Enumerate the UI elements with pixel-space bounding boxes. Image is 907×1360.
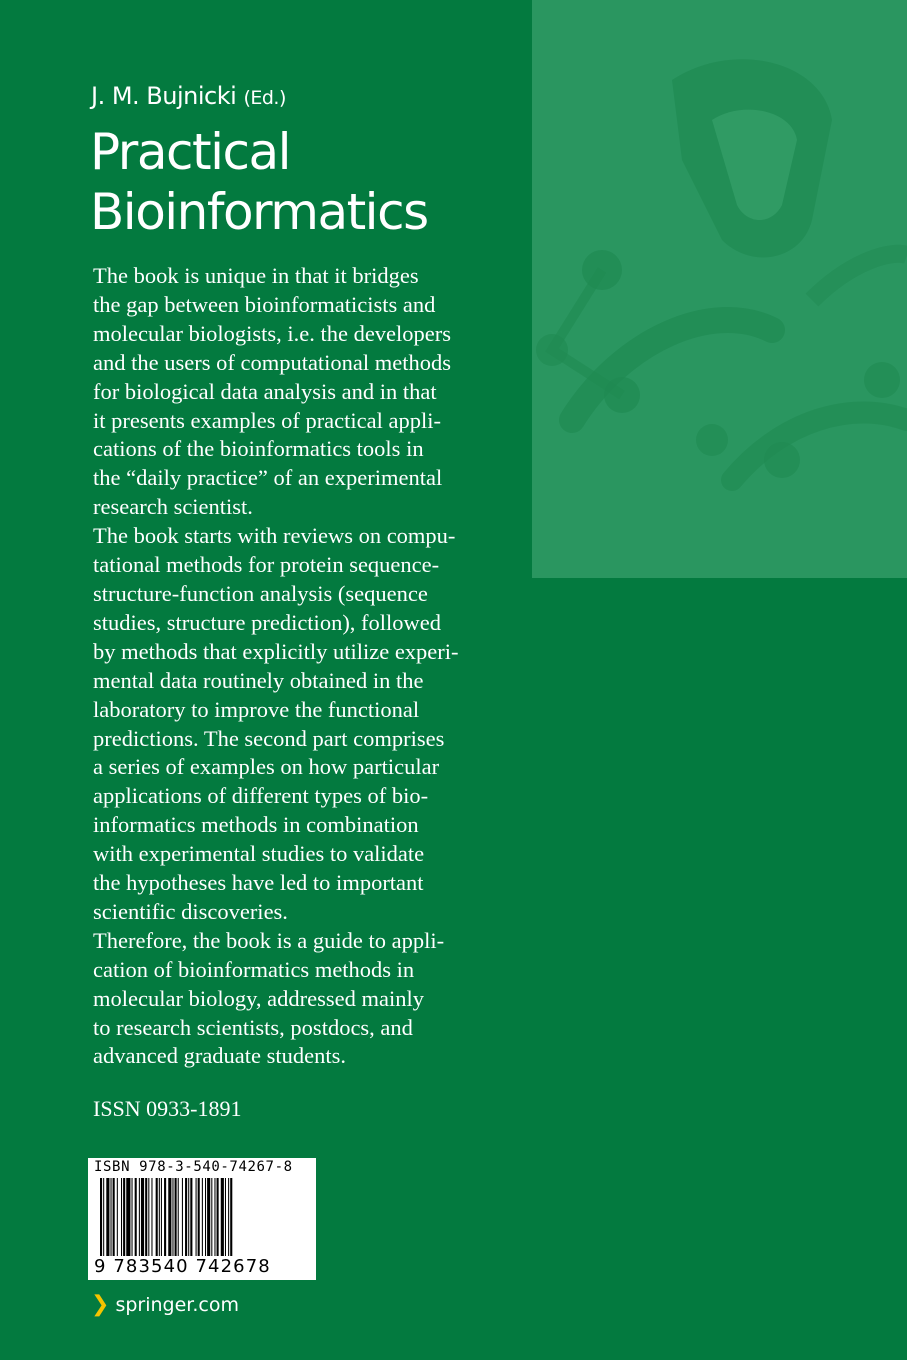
barcode-bars bbox=[100, 1178, 306, 1260]
barcode-bar bbox=[103, 1178, 104, 1256]
ean-digits: 9 783540 742678 bbox=[94, 1256, 271, 1277]
barcode-bar bbox=[113, 1178, 115, 1256]
title-line-2: Bioinformatics bbox=[90, 183, 428, 241]
barcode-bar bbox=[205, 1178, 206, 1256]
barcode-bar bbox=[175, 1178, 177, 1256]
barcode-bar bbox=[117, 1178, 118, 1256]
barcode-bar bbox=[172, 1178, 173, 1256]
barcode-bar bbox=[198, 1178, 200, 1256]
barcode-bar bbox=[159, 1178, 160, 1256]
barcode-bar bbox=[148, 1178, 149, 1256]
isbn-label: ISBN 978-3-540-74267-8 bbox=[94, 1159, 293, 1175]
barcode-bar bbox=[190, 1178, 192, 1256]
barcode-bar bbox=[164, 1178, 166, 1256]
barcode-bar bbox=[211, 1178, 212, 1256]
barcode-bar bbox=[100, 1178, 102, 1256]
book-title bbox=[90, 122, 428, 242]
barcode-bar bbox=[123, 1178, 125, 1256]
editor-name: J. M. Bujnicki bbox=[91, 82, 237, 110]
barcode-bar bbox=[141, 1178, 144, 1256]
publisher-link[interactable] bbox=[91, 1292, 239, 1317]
barcode-bar bbox=[132, 1178, 133, 1256]
barcode-bar bbox=[106, 1178, 109, 1256]
barcode-bar bbox=[207, 1178, 210, 1256]
description-paragraph-3: Therefore, the book is a guide to appli- cation of bioinformatics methods in molecular biology, addressed mainly to research scientists, postdocs, and advanced graduate students. bbox=[93, 927, 445, 1069]
title-line-1: Practical bbox=[90, 123, 290, 181]
publisher-url[interactable]: springer.com bbox=[115, 1293, 239, 1316]
description-paragraph-2: The book starts with reviews on compu- tational methods for protein sequence- structure-function analysis (sequence studies, structure prediction), followed by methods that explicitly utilize experi- mental data routinely obtained in the laboratory to improve the functional predictions. The second part comprises a series of examples on how particular applications of different types of bio- informatics methods in combination with experimental studies to validate the hypotheses have led to important scientific discoveries. bbox=[93, 523, 459, 924]
barcode-bar bbox=[228, 1178, 229, 1256]
barcode-bar bbox=[161, 1178, 162, 1256]
editor-credit bbox=[91, 82, 286, 110]
barcode-bar bbox=[225, 1178, 226, 1256]
barcode-bar bbox=[168, 1178, 171, 1256]
barcode-bar bbox=[188, 1178, 189, 1256]
barcode-bar bbox=[196, 1178, 197, 1256]
barcode-bar bbox=[121, 1178, 122, 1256]
barcode-bar bbox=[217, 1178, 219, 1256]
barcode-bar bbox=[178, 1178, 179, 1256]
editor-role: (Ed.) bbox=[243, 87, 286, 109]
barcode-bar bbox=[202, 1178, 203, 1256]
issn-number: ISSN 0933-1891 bbox=[93, 1096, 242, 1121]
barcode-bar bbox=[214, 1178, 215, 1256]
barcode-bar bbox=[230, 1178, 232, 1256]
chevron-right-icon: ❯ bbox=[91, 1292, 110, 1317]
barcode-bar bbox=[182, 1178, 183, 1256]
barcode-bar bbox=[126, 1178, 130, 1256]
barcode-bar bbox=[151, 1178, 152, 1256]
barcode-bar bbox=[145, 1178, 147, 1256]
barcode-bar bbox=[139, 1178, 140, 1256]
barcode-bar bbox=[156, 1178, 158, 1256]
book-description bbox=[93, 262, 523, 1071]
barcode-bar bbox=[221, 1178, 224, 1256]
barcode-bar bbox=[111, 1178, 112, 1256]
barcode-bar bbox=[185, 1178, 187, 1256]
isbn-barcode bbox=[88, 1158, 316, 1280]
description-paragraph-1: The book is unique in that it bridges the gap between bioinformaticists and molecular biologists, i.e. the developers and the users of computational methods for biological data analysis and in that it presents examples of practical appli- cations of the bioinformatics tools in the “daily practice” of an experimental research scientist. bbox=[93, 263, 452, 520]
cover-photo bbox=[532, 0, 907, 578]
barcode-bar bbox=[135, 1178, 137, 1256]
